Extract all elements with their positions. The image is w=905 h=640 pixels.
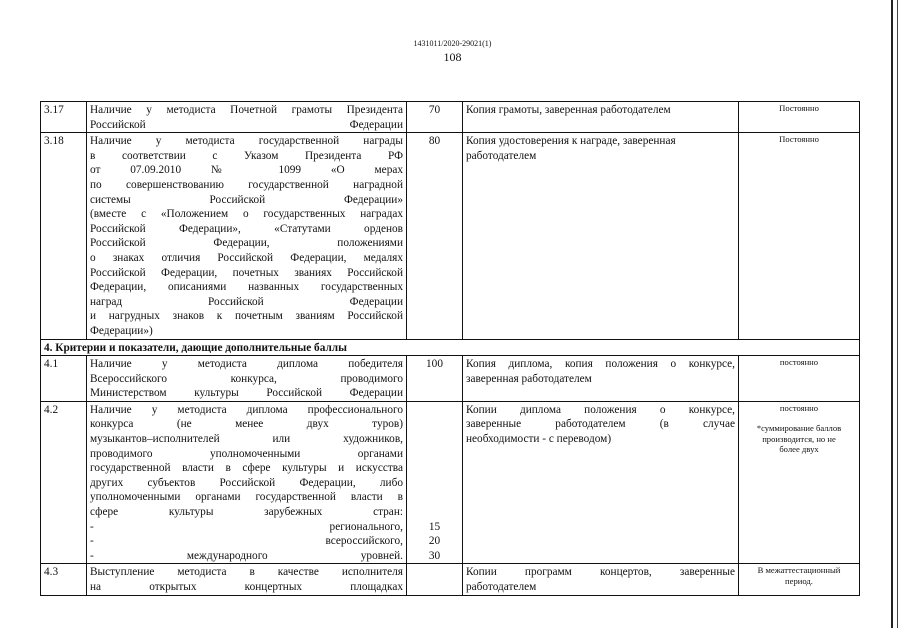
criteria-table bbox=[40, 101, 860, 596]
points-national: 20 bbox=[428, 535, 441, 548]
scan-edge-line bbox=[891, 0, 893, 628]
row-number: 3.17 bbox=[41, 102, 87, 133]
validity-note: Постоянно bbox=[739, 133, 860, 339]
criterion-description: Наличие у методиста государственной награды в соответствии с Указом Президента РФ от 07.09.2010 № 1099 «О мерах по совершенствованию государственной наградной системы Российской Федерации» (вместе с «Положением о государственных наградах Российской Федерации», «Статутами орденов Российской Федерации, положениями о знаках отличия Российской Федерации, медалях Российской Федерации, почетных званиях Российской Федерации, описаниями названных государственных наград Российской Федерации и нагрудных знаков к почетным званиям Российской Федерации») bbox=[87, 133, 407, 339]
row-number: 4.1 bbox=[41, 356, 87, 402]
validity-note: постоянно bbox=[739, 356, 860, 402]
criterion-description: Наличие у методиста Почетной грамоты Президента Российской Федерации bbox=[87, 102, 407, 133]
scan-edge-line-inner bbox=[897, 0, 898, 628]
criterion-description: Наличие у методиста диплома победителя Всероссийского конкурса, проводимого Министерством культуры Российской Федерации bbox=[87, 356, 407, 402]
section-header-row bbox=[41, 339, 860, 356]
table-row bbox=[41, 401, 860, 564]
table-row bbox=[41, 564, 860, 595]
row-number: 3.18 bbox=[41, 133, 87, 339]
supporting-document: Копии диплома положения о конкурсе, заверенные работодателем (в случае необходимости - с переводом) bbox=[463, 401, 739, 564]
validity-note: В межаттестационный период. bbox=[739, 564, 860, 595]
validity-note: постоянно *суммирование баллов производится, но не более двух bbox=[739, 401, 860, 564]
points: 70 bbox=[407, 102, 463, 133]
section-title: 4. Критерии и показатели, дающие дополнительные баллы bbox=[41, 339, 860, 356]
points bbox=[407, 564, 463, 595]
supporting-document: Копия диплома, копия положения о конкурсе, заверенная работодателем bbox=[463, 356, 739, 402]
row-number: 4.3 bbox=[41, 564, 87, 595]
supporting-document: Копии программ концертов, заверенные работодателем bbox=[463, 564, 739, 595]
table-row bbox=[41, 133, 860, 339]
criterion-description: Выступление методиста в качестве исполнителя на открытых концертных площадках bbox=[87, 564, 407, 595]
points-international: 30 bbox=[428, 549, 441, 562]
document-number: 1431011/2020-29021(1) bbox=[413, 39, 492, 48]
supporting-document: Копия удостоверения к награде, заверенная работодателем bbox=[463, 133, 739, 339]
points: 80 bbox=[407, 133, 463, 339]
table-row bbox=[41, 356, 860, 402]
supporting-document: Копия грамоты, заверенная работодателем bbox=[463, 102, 739, 133]
validity-note: Постоянно bbox=[739, 102, 860, 133]
points bbox=[407, 401, 463, 564]
points: 100 bbox=[407, 356, 463, 402]
page-number: 108 bbox=[443, 50, 462, 64]
table-row bbox=[41, 102, 860, 133]
criterion-description: Наличие у методиста диплома профессионального конкурса (не менее двух туров) музыкантов–исполнителей или художников, проводимого уполномоченными органами государственной власти в сфере культуры и искусства других субъектов Российской Федерации, либо уполномоченными органами государственной власти в сфере культуры зарубежных стран: - регионального, - всероссийского, - международного уровней. bbox=[87, 401, 407, 564]
row-number: 4.2 bbox=[41, 401, 87, 564]
points-regional: 15 bbox=[428, 520, 441, 533]
